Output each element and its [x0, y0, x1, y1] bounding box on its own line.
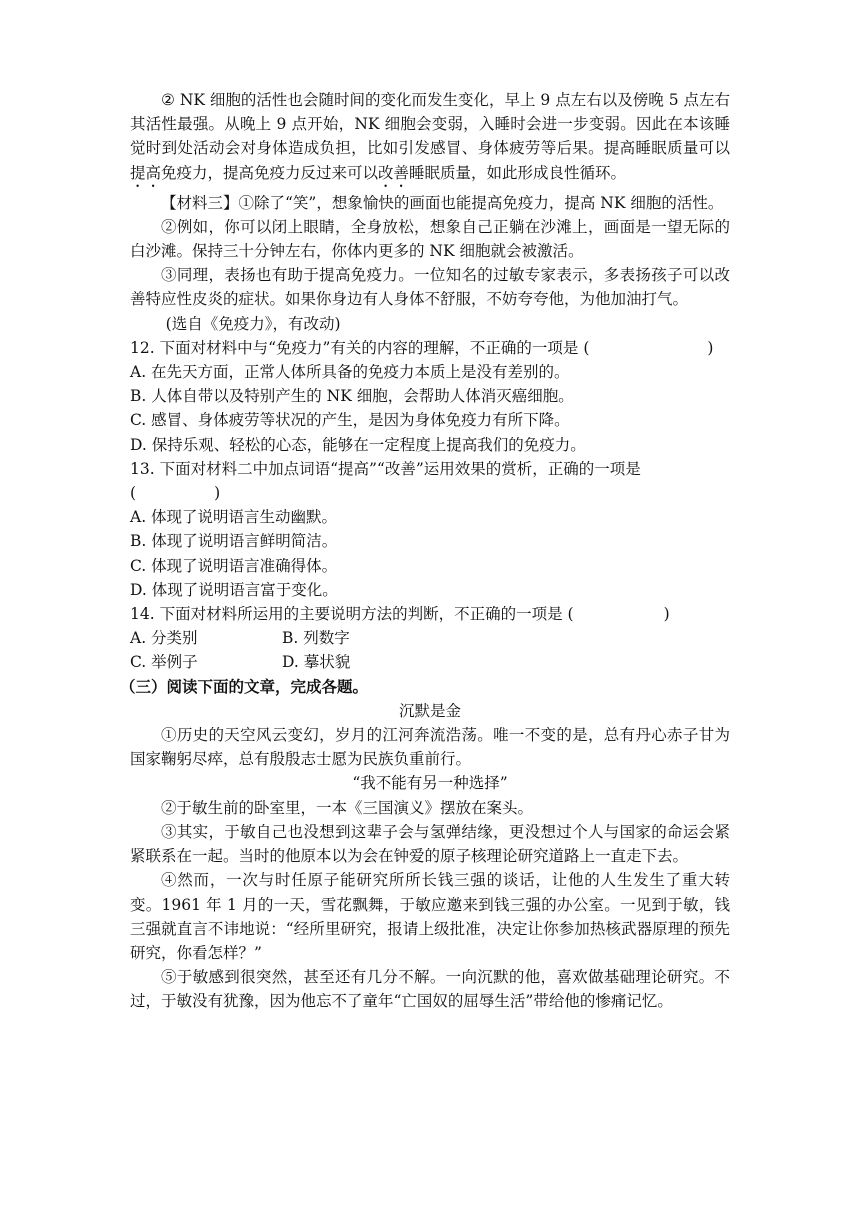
question-13-answer-paren: [130, 481, 730, 505]
material3-paragraph-1: 【材料三】①除了“笑”，想象愉快的画面也能提高免疫力，提高 NK 细胞的活性。: [161, 193, 724, 212]
question-13-stem: 13. 下面对材料二中加点词语“提高”“改善”运用效果的赏析，正确的一项是: [130, 459, 641, 478]
question-14-option-a: A. 分类别: [130, 629, 198, 648]
question-13-option-d: D. 体现了说明语言富于变化。: [130, 580, 338, 599]
question-14-stem: [130, 602, 730, 626]
dotted-word-tigao: 提高: [130, 163, 162, 182]
question-12-option-d: D. 保持乐观、轻松的心态，能够在一定程度上提高我们的免疫力。: [130, 435, 586, 454]
material2-paragraph-2: [130, 88, 730, 191]
article-paragraph-4: ④然而，一次与时任原子能研究所所长钱三强的谈话，让他的人生发生了重大转变。1961 年 1 月的一天，雪花飘舞，于敏应邀来到钱三强的办公室。一见到于敏，钱三强就直言不讳地说：“经所里研究，报请上级批准，决定让你参加热核武器原理的预先研究，你看怎样？”: [130, 871, 730, 962]
section-3-heading: （三）阅读下面的文章，完成各题。: [120, 676, 369, 696]
question-14-options-row-1: [130, 626, 730, 650]
question-text: 14. 下面对材料所运用的主要说明方法的判断，不正确的一项是 (: [130, 605, 574, 624]
source-note: (选自《免疫力》，有改动): [165, 314, 341, 333]
article-paragraph-3: ③其实，于敏自己也没想到这辈子会与氢弹结缘，更没想过个人与国家的命运会紧紧联系在一起。当时的他原本以为会在钟爱的原子核理论研究道路上一直走下去。: [130, 822, 730, 866]
question-13-option-c: C. 体现了说明语言准确得体。: [130, 556, 338, 575]
question-14-options-row-2: [130, 650, 730, 674]
question-13-option-b: B. 体现了说明语言鲜明简洁。: [130, 532, 338, 551]
question-12-option-a: A. 在先天方面，正常人体所具备的免疫力本质上是没有差别的。: [130, 363, 570, 382]
question-13-option-a: A. 体现了说明语言生动幽默。: [130, 508, 338, 527]
question-12-stem: [130, 336, 730, 360]
text-run: 免疫力，提高免疫力反过来可以: [161, 163, 379, 182]
paren-open: (: [130, 484, 137, 503]
text-run: 睡眠质量，如此形成良性循环。: [409, 163, 627, 182]
article-paragraph-1: ①历史的天空风云变幻，岁月的江河奔流浩荡。唯一不变的是，总有丹心赤子甘为国家鞠躬尽瘁，总有殷殷志士愿为民族负重前行。: [130, 726, 730, 769]
paren-close: ): [214, 484, 221, 503]
question-12-option-c: C. 感冒、身体疲劳等状况的产生，是因为身体免疫力有所下降。: [130, 411, 570, 430]
paren-close: ): [707, 338, 714, 357]
article-paragraph-5: ⑤于敏感到很突然，甚至还有几分不解。一向沉默的他，喜欢做基础理论研究。不过，于敏没有犹豫，因为他忘不了童年“亡国奴的屈辱生活”带给他的惨痛记忆。: [130, 968, 730, 1011]
question-12-option-b: B. 人体自带以及特别产生的 NK 细胞，会帮助人体消灭癌细胞。: [130, 387, 574, 406]
text-run: 提高: [603, 139, 636, 158]
material3-paragraph-2: ②例如，你可以闭上眼睛，全身放松，想象自己正躺在沙滩上，画面是一望无际的白沙滩。保持三十分钟左右，你体内更多的 NK 细胞就会被激活。: [130, 217, 730, 261]
question-14-option-d: D. 摹状貌: [282, 653, 351, 672]
article-subtitle: “我不能有另一种选择”: [352, 774, 508, 793]
question-14-option-b: B. 列数字: [282, 629, 350, 648]
question-text: 12. 下面对材料中与“免疫力”有关的内容的理解，不正确的一项是 (: [130, 338, 590, 357]
dotted-word-gaishan: 改善: [378, 163, 410, 182]
paren-close: ): [663, 605, 670, 624]
question-14-option-c: C. 举例子: [130, 653, 198, 672]
text-run: ② NK 细胞的活性也会随时间的变化而发生变化，早上 9 点左右以及傍晚 5 点左右其活性最强。从晚上 9 点开始，NK 细胞会变弱，入睡时会进一步变弱。因此在本该睡觉时到处活动会对身体造成负担，比如引发感冒、身体疲劳等后果。: [130, 91, 730, 158]
material3-paragraph-3: ③同理，表扬也有助于提高免疫力。一位知名的过敏专家表示，多表扬孩子可以改善特应性皮炎的症状。如果你身边有人身体不舒服，不妨夸夸他，为他加油打气。: [130, 266, 730, 309]
article-paragraph-2: ②于敏生前的卧室里，一本《三国演义》摆放在案头。: [161, 798, 534, 817]
text-run: 睡眠质量可以: [635, 139, 730, 158]
article-title: 沉默是金: [398, 701, 461, 720]
document-page: [120, 88, 730, 1014]
